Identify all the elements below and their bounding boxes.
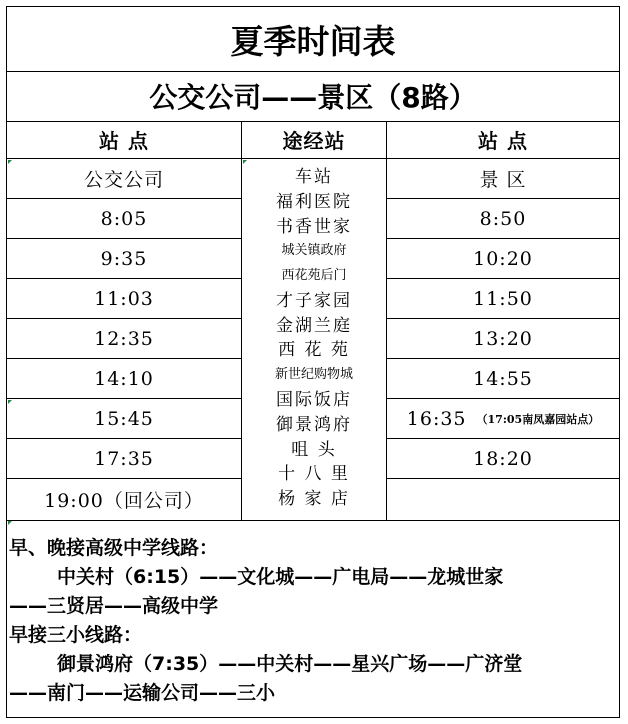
right-cell-text: 11:50 [473,287,533,310]
right-cell[interactable] [387,439,619,479]
right-cell-text: 景 区 [479,169,527,191]
via-stop: 杨 家 店 [278,489,350,510]
cell-marker [8,160,12,164]
via-stop: 书香世家 [276,216,352,237]
route-title: 公交公司——景区（8路） [7,71,619,122]
timetable-grid [7,121,619,520]
right-cell[interactable] [387,399,619,439]
via-stop: 福利医院 [276,191,352,212]
left-cell[interactable]: 12:35 [7,319,241,359]
notes-route-2-cont: ——南门——运输公司——三小 [9,682,276,704]
right-cell-text: 13:20 [473,327,533,350]
notes-heading-1: 早、晚接高级中学线路： [9,537,219,559]
left-cell[interactable]: 公交公司 [7,159,241,199]
right-cell-text: 14:55 [473,367,533,390]
via-stop: 十 八 里 [278,464,350,485]
right-cell-empty[interactable] [387,479,619,519]
left-header: 站 点 [7,121,241,159]
page-title: 夏季时间表 [7,7,619,72]
right-cell[interactable] [387,359,619,399]
via-stop: 新世纪购物城 [274,367,353,383]
via-stop: 车站 [295,166,333,187]
via-stop: 才子家园 [276,290,352,311]
left-cell[interactable]: 11:03 [7,279,241,319]
right-cell-text: 18:20 [473,447,533,470]
via-stop: 国际饭店 [276,390,352,411]
via-stop: 西 花 苑 [278,340,350,361]
cell-marker [243,160,247,164]
notes-section [7,520,619,717]
cell-marker [8,400,12,404]
right-cell-text: 16:35 [406,407,467,430]
via-stop-list [242,159,386,509]
via-stop: 城关镇政府 [281,243,347,259]
mid-header: 途经站 [242,121,386,159]
via-column [242,121,387,520]
left-cell[interactable]: 9:35 [7,239,241,279]
notes-heading-2: 早接三小线路： [9,624,143,646]
cell-marker [8,521,12,525]
arrival-column [387,121,619,520]
right-cell-text: 8:50 [479,207,527,230]
left-cell[interactable]: 15:45 [7,399,241,439]
right-cell[interactable] [387,199,619,239]
left-cell[interactable]: 8:05 [7,199,241,239]
timetable-sheet [6,6,620,718]
right-cell-text: 10:20 [473,247,533,270]
right-cell[interactable] [387,239,619,279]
right-cell[interactable] [387,319,619,359]
right-header: 站 点 [387,121,619,159]
notes-route-1: 中关村（6:15）——文化城——广电局——龙城世家 [57,566,504,588]
via-stop: 御景鸿府 [276,414,352,435]
right-cell[interactable] [387,159,619,199]
departure-column [7,121,242,520]
notes-route-1-cont: ——三贤居——高级中学 [9,595,219,617]
via-stop: 金湖兰庭 [276,315,352,336]
via-stop: 咀 头 [291,439,337,460]
notes-route-2: 御景鸿府（7:35）——中关村——星兴广场——广济堂 [57,653,523,675]
left-cell[interactable]: 19:00（回公司） [44,489,204,512]
right-cell-note: （17:05南凤嘉园站点） [476,412,600,426]
via-stop: 西花苑后门 [281,268,347,284]
right-cell[interactable] [387,279,619,319]
left-cell[interactable]: 14:10 [7,359,241,399]
left-cell[interactable]: 17:35 [7,439,241,479]
